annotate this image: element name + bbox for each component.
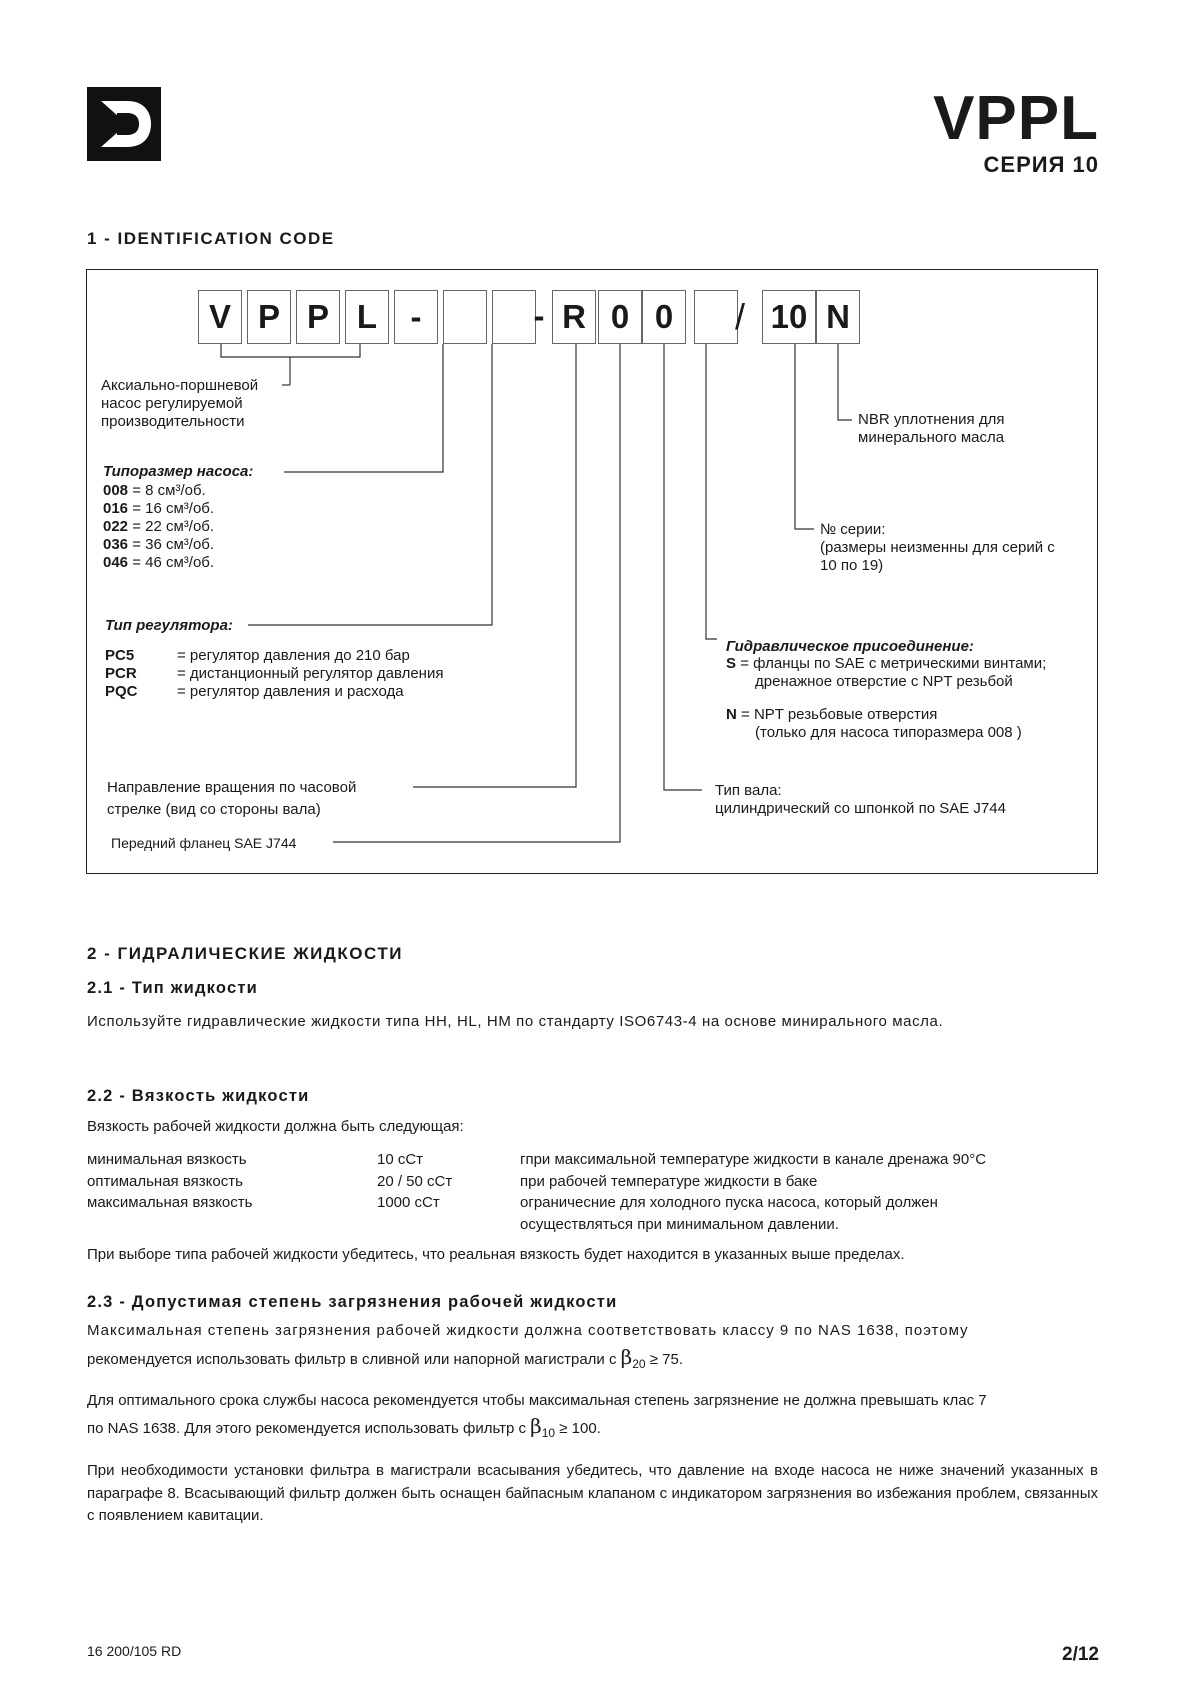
connection-s: S = фланцы по SAE с метрическими винтами; дренажное отверстие с NPT резьбой xyxy=(726,655,1047,690)
viscosity-row: минимальная вязкость 10 cCт гпри максимальной температуре жидкости в канале дренажа 90°C xyxy=(87,1151,987,1168)
label-size-title: Типоразмер насоса: xyxy=(103,463,254,480)
company-logo xyxy=(87,87,161,161)
section-2-3-title: 2.3 - Допустимая степень загрязнения рабочей жидкости xyxy=(87,1293,618,1311)
section-1-title: 1 - IDENTIFICATION CODE xyxy=(87,229,335,248)
code-cell-size xyxy=(443,290,487,344)
regulator-list xyxy=(105,647,443,701)
viscosity-row: максимальная вязкость 1000 cCт ограничесние для холодного пуска насоса, который должен xyxy=(87,1194,938,1211)
label-pump-type: Аксиально-поршневой насос регулируемой производительности xyxy=(101,377,259,430)
code-cell-1: V xyxy=(198,290,242,344)
code-cell-5: - xyxy=(394,290,438,344)
label-regulator-title: Тип регулятора: xyxy=(105,617,233,634)
label-rotation: Направление вращения по часовой стрелке (вид со стороны вала) xyxy=(107,779,357,818)
series-label: СЕРИЯ 10 xyxy=(983,152,1099,177)
size-list xyxy=(103,482,214,572)
viscosity-row: оптимальная вязкость 20 / 50 cCт при рабочей температуре жидкости в баке xyxy=(87,1172,818,1190)
code-cell-11: 0 xyxy=(642,290,686,344)
label-flange: Передний фланец SAE J744 xyxy=(111,835,297,851)
section-2-2-outro: При выборе типа рабочей жидкости убедитесь, что реальная вязкость будет находится в указанных выше пределах. xyxy=(87,1246,905,1263)
label-series-no: № серии: (размеры неизменны для серий с 10 по 19) xyxy=(820,521,1055,574)
regulator-row: PQC = регулятор давления и расхода xyxy=(105,683,404,700)
code-cell-8: - xyxy=(533,297,545,334)
doc-code: 16 200/105 RD xyxy=(87,1643,182,1659)
code-cell-2: P xyxy=(247,290,291,344)
section-2-1-text: Используйте гидравлические жидкости типа HH, HL, HM по стандарту ISO6743-4 на основе минирального масла. xyxy=(87,1013,944,1030)
section-2-3-p1-line1: Максимальная степень загрязнения рабочей жидкости должна соответствовать классу 9 по NAS 1638, поэтому xyxy=(87,1322,969,1339)
regulator-row: PCR = дистанционный регулятор давления xyxy=(105,665,444,682)
label-shaft: Тип вала: цилиндрический со шпонкой по SAE J744 xyxy=(715,782,1006,817)
size-row: 008 = 8 см³/об. xyxy=(103,482,206,499)
viscosity-table xyxy=(87,1149,986,1235)
section-2-title: 2 - ГИДРАЛИЧЕСКИЕ ЖИДКОСТИ xyxy=(87,944,403,963)
page-number: 2/12 xyxy=(1062,1644,1099,1665)
size-row: 036 = 36 см³/об. xyxy=(103,536,215,553)
section-2-1-title: 2.1 - Тип жидкости xyxy=(87,979,258,997)
section-2-2-intro: Вязкость рабочей жидкости должна быть следующая: xyxy=(87,1118,464,1135)
code-cell-series: 10 xyxy=(762,290,816,344)
viscosity-row: осуществляться при минимальном давлении. xyxy=(520,1215,839,1233)
regulator-row: PC5 = регулятор давления до 210 бар xyxy=(105,647,410,664)
size-row: 046 = 46 см³/об. xyxy=(103,554,215,571)
product-name: VPPL xyxy=(933,84,1099,153)
section-2-2-title: 2.2 - Вязкость жидкости xyxy=(87,1087,310,1105)
label-seals: NBR уплотнения для минерального масла xyxy=(858,411,1005,446)
code-slash: / xyxy=(735,296,746,337)
size-row: 016 = 16 см³/об. xyxy=(103,500,215,517)
code-cell-4: L xyxy=(345,290,389,344)
section-2-3-p2-line1: Для оптимального срока службы насоса рекомендуется чтобы максимальная степень загрязнение не должна превышать клас 7 xyxy=(87,1392,987,1409)
code-cell-connection xyxy=(694,290,738,344)
section-2-3-p3: При необходимости установки фильтра в магистрали всасывания убедитесь, что давление на входе насоса не ниже значений указанных в параграфе 8. Всасывающий фильтр должен быть оснащен байпасным клапаном с индикатором загрязнения во избежания проблем, связанных с появлением кавитации. xyxy=(87,1462,1098,1524)
code-cell-seals: N xyxy=(816,290,860,344)
code-cell-10: 0 xyxy=(598,290,642,344)
connection-n: N = NPT резьбовые отверстия (только для насоса типоразмера 008 ) xyxy=(726,706,1022,741)
code-cell-9: R xyxy=(552,290,596,344)
section-2-3-p2-line2: по NAS 1638. Для этого рекомендуется использовать фильтр с $\beta_{10} \ge 100$. xyxy=(87,1414,601,1440)
size-row: 022 = 22 см³/об. xyxy=(103,518,215,535)
code-cell-3: P xyxy=(296,290,340,344)
section-2-3-p1-line2: рекомендуется использовать фильтр в сливной или напорной магистрали с $\beta_{20} \ge 75$. xyxy=(87,1345,683,1371)
label-connection-title: Гидравлическое присоединение: xyxy=(726,638,974,655)
